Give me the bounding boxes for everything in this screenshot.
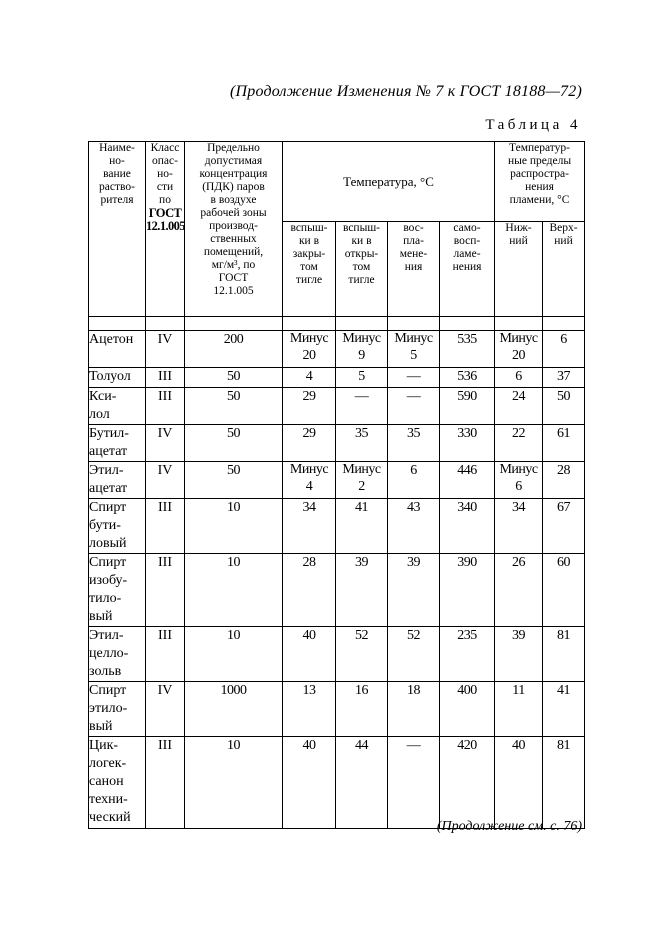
cell-flash-open: 35 <box>336 425 388 462</box>
cell-lower: Минус 6 <box>495 462 543 499</box>
cell-autoignition: 535 <box>440 331 495 368</box>
cell-autoignition: 390 <box>440 554 495 627</box>
table-row <box>89 368 585 388</box>
cell-autoignition: 446 <box>440 462 495 499</box>
cell-autoignition: 590 <box>440 388 495 425</box>
cell-hazard-class: IV <box>146 462 185 499</box>
table-row <box>89 388 585 425</box>
table-row <box>89 554 585 627</box>
cell-flash-closed: Минус 20 <box>283 331 336 368</box>
cell-flash-open: 41 <box>336 499 388 554</box>
cell-upper: 28 <box>543 462 585 499</box>
cell-mac: 50 <box>185 388 283 425</box>
cell-name: Этил- целло- зольв <box>89 627 146 682</box>
col-header-name: Наиме- но- вание раство- рителя <box>89 142 146 317</box>
cell-lower: 34 <box>495 499 543 554</box>
cell-name: Ацетон <box>89 331 146 368</box>
cell-name: Этил- ацетат <box>89 462 146 499</box>
cell-flash-closed: 40 <box>283 627 336 682</box>
cell-lower: 24 <box>495 388 543 425</box>
cell-ignition: 39 <box>388 554 440 627</box>
cell-flash-closed: 13 <box>283 682 336 737</box>
cell-autoignition: 400 <box>440 682 495 737</box>
cell-hazard-class: IV <box>146 331 185 368</box>
table-body <box>89 331 585 829</box>
cell-upper: 81 <box>543 627 585 682</box>
cell-lower: 6 <box>495 368 543 388</box>
cell-lower: 22 <box>495 425 543 462</box>
cell-mac: 1000 <box>185 682 283 737</box>
cell-autoignition: 330 <box>440 425 495 462</box>
cell-hazard-class: IV <box>146 425 185 462</box>
cell-mac: 10 <box>185 627 283 682</box>
cell-mac: 50 <box>185 462 283 499</box>
cell-hazard-class: III <box>146 368 185 388</box>
cell-autoignition: 536 <box>440 368 495 388</box>
cell-upper: 81 <box>543 737 585 829</box>
cell-lower: 26 <box>495 554 543 627</box>
cell-name: Толуол <box>89 368 146 388</box>
cell-upper: 67 <box>543 499 585 554</box>
cell-name: Спирт бути- ловый <box>89 499 146 554</box>
continuation-footer: (Продолжение см. с. 76) <box>436 819 582 834</box>
solvent-properties-table <box>88 141 585 829</box>
cell-hazard-class: IV <box>146 682 185 737</box>
cell-ignition: — <box>388 368 440 388</box>
cell-flash-closed: 28 <box>283 554 336 627</box>
table-row <box>89 425 585 462</box>
cell-ignition: 52 <box>388 627 440 682</box>
col-header-temperature: Температура, °С <box>283 142 495 222</box>
cell-ignition: 35 <box>388 425 440 462</box>
cell-flash-closed: 29 <box>283 425 336 462</box>
table-row <box>89 331 585 368</box>
cell-hazard-class: III <box>146 499 185 554</box>
col-header-ignition: вос- пла- мене- ния <box>388 222 440 317</box>
col-header-hazard-class: Класс опас- но- сти по ГОСТ 12.1.005 <box>146 142 185 317</box>
table-row <box>89 462 585 499</box>
cell-flash-closed: 34 <box>283 499 336 554</box>
cell-upper: 50 <box>543 388 585 425</box>
cell-mac: 200 <box>185 331 283 368</box>
table-row <box>89 737 585 829</box>
cell-hazard-class: III <box>146 627 185 682</box>
cell-flash-open: Минус 2 <box>336 462 388 499</box>
cell-lower: 40 <box>495 737 543 829</box>
cell-lower: 39 <box>495 627 543 682</box>
cell-mac: 10 <box>185 499 283 554</box>
cell-ignition: 18 <box>388 682 440 737</box>
col-header-autoignition: само- восп- ламе- нения <box>440 222 495 317</box>
cell-hazard-class: III <box>146 388 185 425</box>
cell-name: Бутил- ацетат <box>89 425 146 462</box>
table-row <box>89 499 585 554</box>
table-label: Таблица 4 <box>485 117 581 133</box>
cell-autoignition: 420 <box>440 737 495 829</box>
cell-flash-open: 44 <box>336 737 388 829</box>
cell-flash-open: 52 <box>336 627 388 682</box>
cell-name: Спирт изобу- тило- вый <box>89 554 146 627</box>
cell-flash-closed: 29 <box>283 388 336 425</box>
cell-hazard-class: III <box>146 554 185 627</box>
header-gap-row <box>89 317 585 331</box>
cell-upper: 41 <box>543 682 585 737</box>
continuation-header: (Продолжение Изменения № 7 к ГОСТ 18188—72) <box>229 83 582 100</box>
col-header-lower: Ниж- ний <box>495 222 543 317</box>
cell-autoignition: 340 <box>440 499 495 554</box>
cell-flash-open: Минус 9 <box>336 331 388 368</box>
cell-flash-open: 39 <box>336 554 388 627</box>
cell-mac: 10 <box>185 554 283 627</box>
cell-mac: 50 <box>185 425 283 462</box>
cell-lower: 11 <box>495 682 543 737</box>
cell-mac: 10 <box>185 737 283 829</box>
table-row <box>89 682 585 737</box>
col-header-flash-closed: вспыш- ки в закры- том тигле <box>283 222 336 317</box>
cell-name: Спирт этило- вый <box>89 682 146 737</box>
cell-ignition: 43 <box>388 499 440 554</box>
cell-flash-closed: Минус 4 <box>283 462 336 499</box>
cell-name: Кси- лол <box>89 388 146 425</box>
cell-flash-closed: 4 <box>283 368 336 388</box>
cell-ignition: Минус 5 <box>388 331 440 368</box>
cell-flash-open: — <box>336 388 388 425</box>
cell-upper: 37 <box>543 368 585 388</box>
col-header-mac: Предельно допустимая концентрация (ПДК) паров в воздухе рабочей зоны производ- ственных помещений, мг/м³, по ГОСТ 12.1.005 <box>185 142 283 317</box>
cell-mac: 50 <box>185 368 283 388</box>
col-header-upper: Верх- ний <box>543 222 585 317</box>
cell-name: Цик- логек- санон техни- ческий <box>89 737 146 829</box>
col-header-flame-limits: Температур- ные пределы распростра- нения пламени, °С <box>495 142 585 222</box>
cell-flash-closed: 40 <box>283 737 336 829</box>
cell-ignition: — <box>388 388 440 425</box>
cell-upper: 61 <box>543 425 585 462</box>
cell-ignition: — <box>388 737 440 829</box>
cell-upper: 6 <box>543 331 585 368</box>
table-row <box>89 627 585 682</box>
cell-ignition: 6 <box>388 462 440 499</box>
cell-autoignition: 235 <box>440 627 495 682</box>
cell-upper: 60 <box>543 554 585 627</box>
cell-hazard-class: III <box>146 737 185 829</box>
cell-flash-open: 16 <box>336 682 388 737</box>
col-header-flash-open: вспыш- ки в откры- том тигле <box>336 222 388 317</box>
cell-lower: Минус 20 <box>495 331 543 368</box>
cell-flash-open: 5 <box>336 368 388 388</box>
